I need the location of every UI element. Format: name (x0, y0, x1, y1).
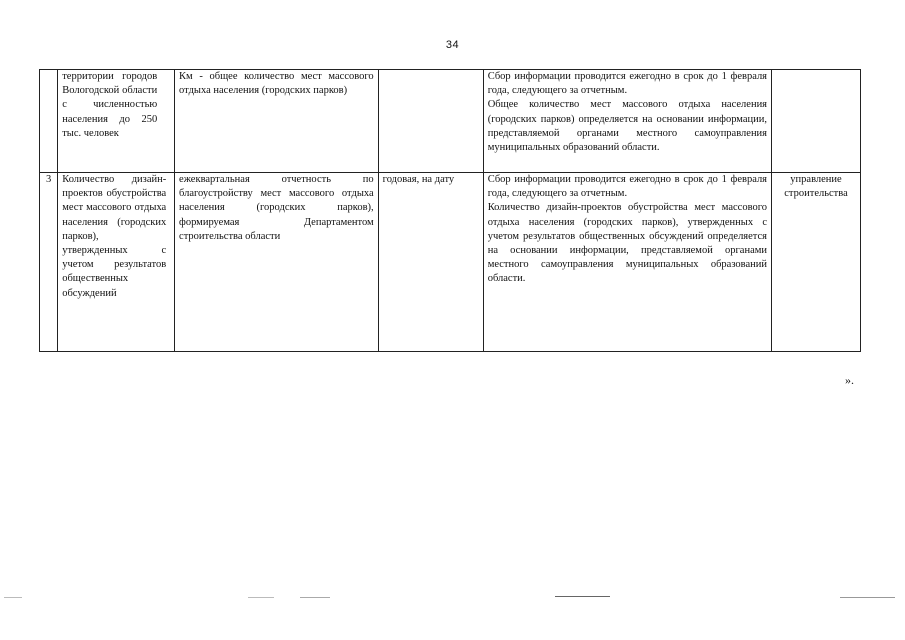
method-cell (483, 70, 771, 173)
method-paragraph: Сбор информации проводится ежегодно в срок до 1 февраля года, следующего за отчетным. (487, 71, 768, 97)
indicator-name-cell (58, 70, 175, 173)
scan-artifact (840, 597, 895, 598)
responsible-cell: управление строительства (772, 173, 861, 352)
page-number: 34 (445, 39, 460, 51)
scan-artifact (555, 596, 610, 597)
formula-cell (175, 173, 379, 352)
method-cell (483, 173, 771, 352)
responsible-cell (772, 70, 861, 173)
method-paragraph: Сбор информации проводится ежегодно в срок до 1 февраля года, следующего за отчетным. (487, 174, 768, 200)
formula-text: ежеквартальная отчетность по благоустройству мест массового отдыха населения (городских парков), формируемая Департаментом строительства области (179, 174, 374, 242)
formula-cell (175, 70, 379, 173)
closing-quote-mark: ». (845, 373, 854, 387)
period-cell (378, 70, 483, 173)
formula-text: Км - общее количество мест массового отдыха населения (городских парков) (179, 71, 374, 97)
scan-artifact (300, 597, 330, 598)
row-number-cell (40, 70, 58, 173)
table-row (40, 173, 861, 352)
indicator-name-text: территории городов Вологодской области с численностью населения до 250 тыс. человек (62, 71, 158, 139)
indicator-table (39, 69, 861, 352)
period-cell: годовая, на дату (378, 173, 483, 352)
method-paragraph: Количество дизайн-проектов обустройства мест массового отдыха населения (городских парков), утвержденных с учетом результатов общественных обсуждений определяется на основании информации, представляемой органами местного самоуправления муниципальных образований области. (487, 202, 768, 285)
scan-artifact (248, 597, 274, 598)
row-number-cell: 3 (40, 173, 58, 352)
scan-artifact (4, 597, 22, 598)
table-row (40, 70, 861, 173)
indicator-name-cell (58, 173, 175, 352)
method-paragraph: Общее количество мест массового отдыха населения (городских парков) определяется на основании информации, представляемой органами местного самоуправления муниципальных образований области. (487, 99, 768, 154)
indicator-name-text: Количество дизайн-проектов обустройства мест массового отдыха населения (городских парков), утвержденных с учетом результатов общественных обсуждений (62, 174, 167, 299)
